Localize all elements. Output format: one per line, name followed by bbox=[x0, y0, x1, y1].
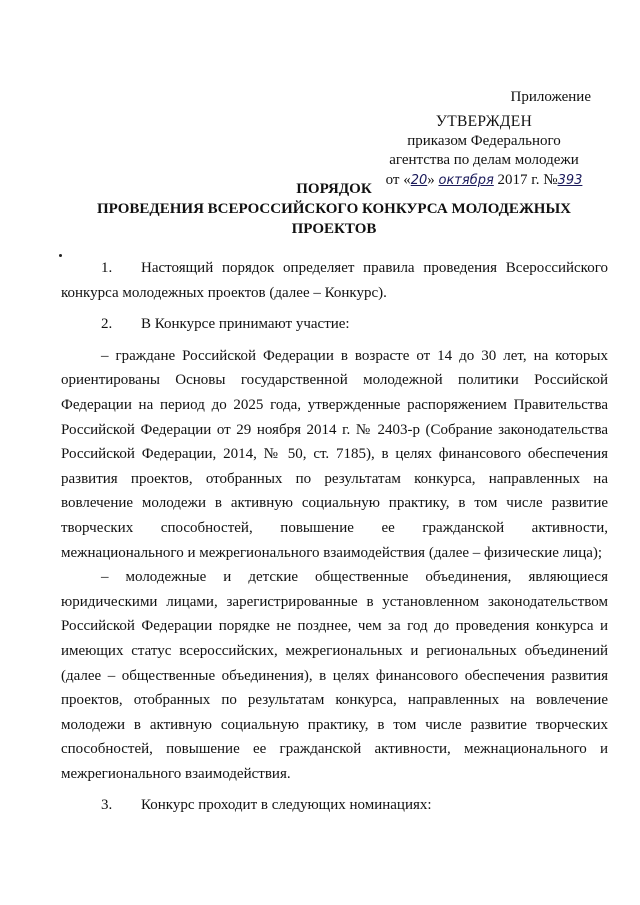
paragraph-2-item-2: – молодежные и детские общественные объединения, являющиеся юридическими лицами, зарегистрированные в установленном законодательством Российской Федерации порядке не позднее, чем за год до проведения конкурса и имеющих статус всероссийских, межрегиональных и региональных объединений (далее – общественные объединения), в целях финансового обеспечения развития проектов, отобранных по результатам конкурса, направленных на вовлечение молодежи в активную социальную практику, в том числе развитие творческих способностей, повышение ее гражданской активности, межнационального и межрегионального взаимодействия. bbox=[61, 569, 608, 782]
date-year: 2017 г. № bbox=[493, 171, 558, 188]
paragraph-2-item-1: – граждане Российской Федерации в возрасте от 14 до 30 лет, на которых ориентированы Основы государственной молодежной политики Российской Федерации на период до 2025 года, утвержденные распоряжением Правительства Российской Федерации от 29 ноября 2014 г. № 2403-р (Собрание законодательства Российской Федерации, 2014, № 50, ст. 7185), в целях финансового обеспечения развития проектов, отобранных по результатам конкурса, направленных на вовлечение молодежи в активную социальную практику, в том числе развитие творческих способностей, повышение ее гражданской активности, межнационального и межрегионального взаимодействия (далее – физические лица); bbox=[61, 347, 608, 561]
title-line-2: ПРОВЕДЕНИЯ ВСЕРОССИЙСКОГО КОНКУРСА МОЛОДЕЖНЫХ bbox=[96, 201, 572, 217]
handwritten-day: 20 bbox=[410, 172, 428, 188]
paragraph-1-number: 1. bbox=[101, 260, 113, 276]
document-title bbox=[60, 179, 608, 239]
title-line-3: ПРОЕКТОВ bbox=[291, 221, 377, 237]
handwritten-doc-number: 393 bbox=[557, 172, 583, 188]
order-line-1: приказом Федерального bbox=[407, 132, 561, 149]
paragraph-2-text: В Конкурсе принимают участие: bbox=[141, 316, 350, 333]
title-line-1: ПОРЯДОК bbox=[296, 181, 372, 197]
appendix-label: Приложение bbox=[510, 89, 591, 105]
approved-label: УТВЕРЖДЕН bbox=[435, 113, 533, 130]
date-mid: » bbox=[427, 171, 439, 188]
paragraph-3-number: 3. bbox=[101, 797, 113, 814]
order-line-2: агентства по делам молодежи bbox=[389, 152, 579, 168]
handwritten-month: октября bbox=[438, 172, 494, 188]
paragraph-2 bbox=[61, 312, 608, 337]
paragraph-1-text: Настоящий порядок определяет правила проведения Всероссийского конкурса молодежных проектов (далее – Конкурс). bbox=[61, 260, 608, 301]
paragraph-1 bbox=[61, 256, 608, 305]
paragraph-3 bbox=[61, 793, 608, 818]
paragraph-3-text: Конкурс проходит в следующих номинациях: bbox=[141, 797, 432, 814]
paragraph-2-number: 2. bbox=[101, 316, 113, 333]
document-body bbox=[61, 256, 608, 818]
date-prefix: от « bbox=[385, 171, 411, 188]
